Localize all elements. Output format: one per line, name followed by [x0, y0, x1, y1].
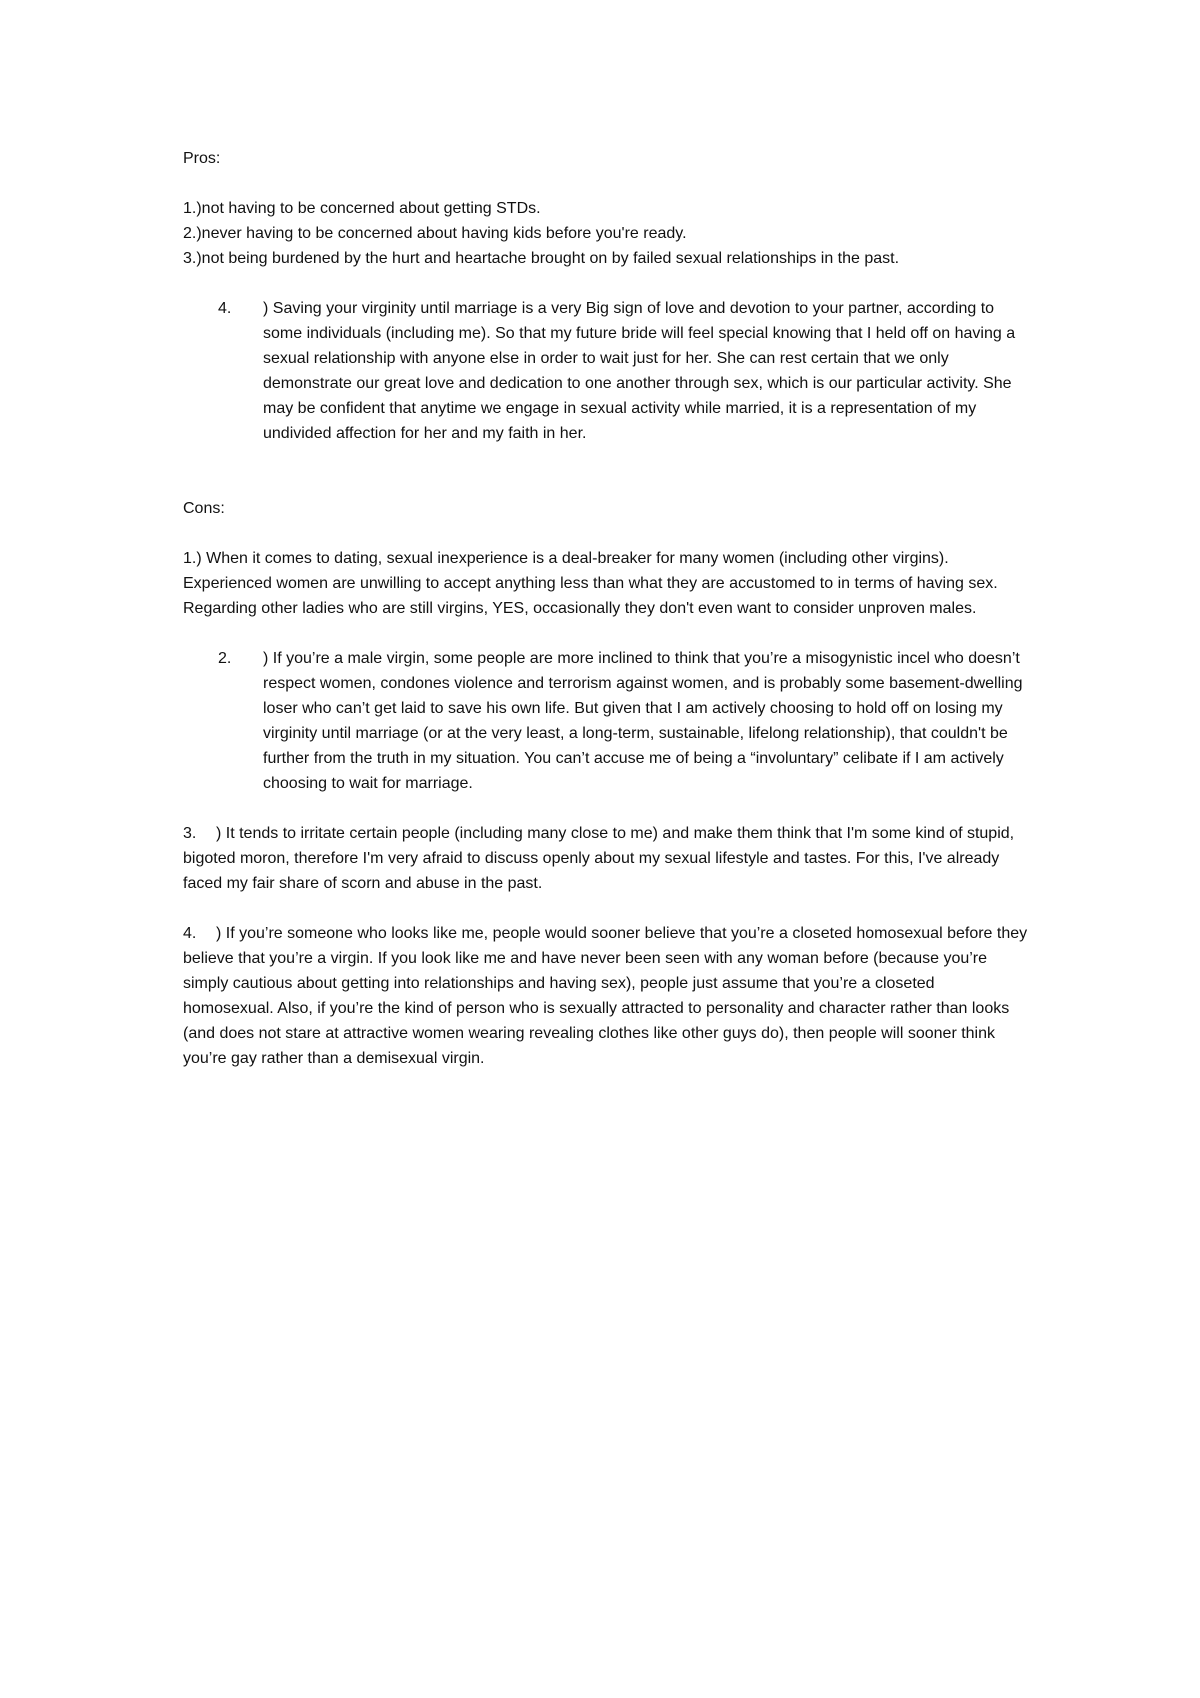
pros-item-4-text: ) Saving your virginity until marriage is a very Big sign of love and devotion to your partner, according to some individuals (including me). So that my future bride will feel special knowing that I held off on having a sexual relationship with anyone else in order to wait just for her. She can rest certain that we only demonstrate our great love and dedication to one another through sex, which is our particular activity. She may be confident that anytime we engage in sexual activity while married, it is a representation of my undivided affection for her and my faith in her.	[263, 300, 1016, 442]
cons-item-2-number: 2.	[218, 650, 232, 667]
cons-item-3-number: 3.	[183, 825, 197, 842]
pros-heading: Pros:	[183, 150, 221, 167]
pros-item-4	[183, 296, 1028, 446]
pros-item-4-number: 4.	[218, 300, 232, 317]
cons-item-3-text: ) It tends to irritate certain people (including many close to me) and make them think that I'm some kind of stupid, bigoted moron, therefore I'm very afraid to discuss openly about my sexual lifestyle and tastes. For this, I've already faced my fair share of scorn and abuse in the past.	[183, 825, 1015, 892]
cons-heading: Cons:	[183, 500, 225, 517]
cons-item-4	[183, 921, 1028, 1071]
pros-list	[183, 196, 1028, 271]
cons-item-4-number: 4.	[183, 925, 197, 942]
cons-item-1: 1.) When it comes to dating, sexual inexperience is a deal-breaker for many women (including other virgins). Experienced women are unwilling to accept anything less than what they are accustomed to in terms of having sex. Regarding other ladies who are still virgins, YES, occasionally they don't even want to consider unproven males.	[183, 550, 998, 617]
pros-item-2: 2.)never having to be concerned about having kids before you're ready.	[183, 225, 687, 242]
cons-item-2	[183, 646, 1028, 796]
pros-item-1: 1.)not having to be concerned about getting STDs.	[183, 200, 541, 217]
cons-item-3	[183, 821, 1028, 896]
section-spacer	[183, 471, 1028, 496]
document-page	[183, 146, 1028, 1096]
cons-item-2-text: ) If you’re a male virgin, some people are more inclined to think that you’re a misogynistic incel who doesn’t respect women, condones violence and terrorism against women, and is probably some basement-dwelling loser who can’t get laid to save his own life. But given that I am actively choosing to hold off on losing my virginity until marriage (or at the very least, a long-term, sustainable, lifelong relationship), that couldn't be further from the truth in my situation. You can’t accuse me of being a “involuntary” celibate if I am actively choosing to wait for marriage.	[263, 650, 1023, 792]
cons-item-4-text: ) If you’re someone who looks like me, people would sooner believe that you’re a closeted homosexual before they believe that you’re a virgin. If you look like me and have never been seen with any woman before (because you’re simply cautious about getting into relationships and having sex), people just assume that you’re a closeted homosexual. Also, if you’re the kind of person who is sexually attracted to personality and character rather than looks (and does not stare at attractive women wearing revealing clothes like other guys do), then people will sooner think you’re gay rather than a demisexual virgin.	[183, 925, 1028, 1067]
pros-item-3: 3.)not being burdened by the hurt and heartache brought on by failed sexual relationships in the past.	[183, 250, 900, 267]
